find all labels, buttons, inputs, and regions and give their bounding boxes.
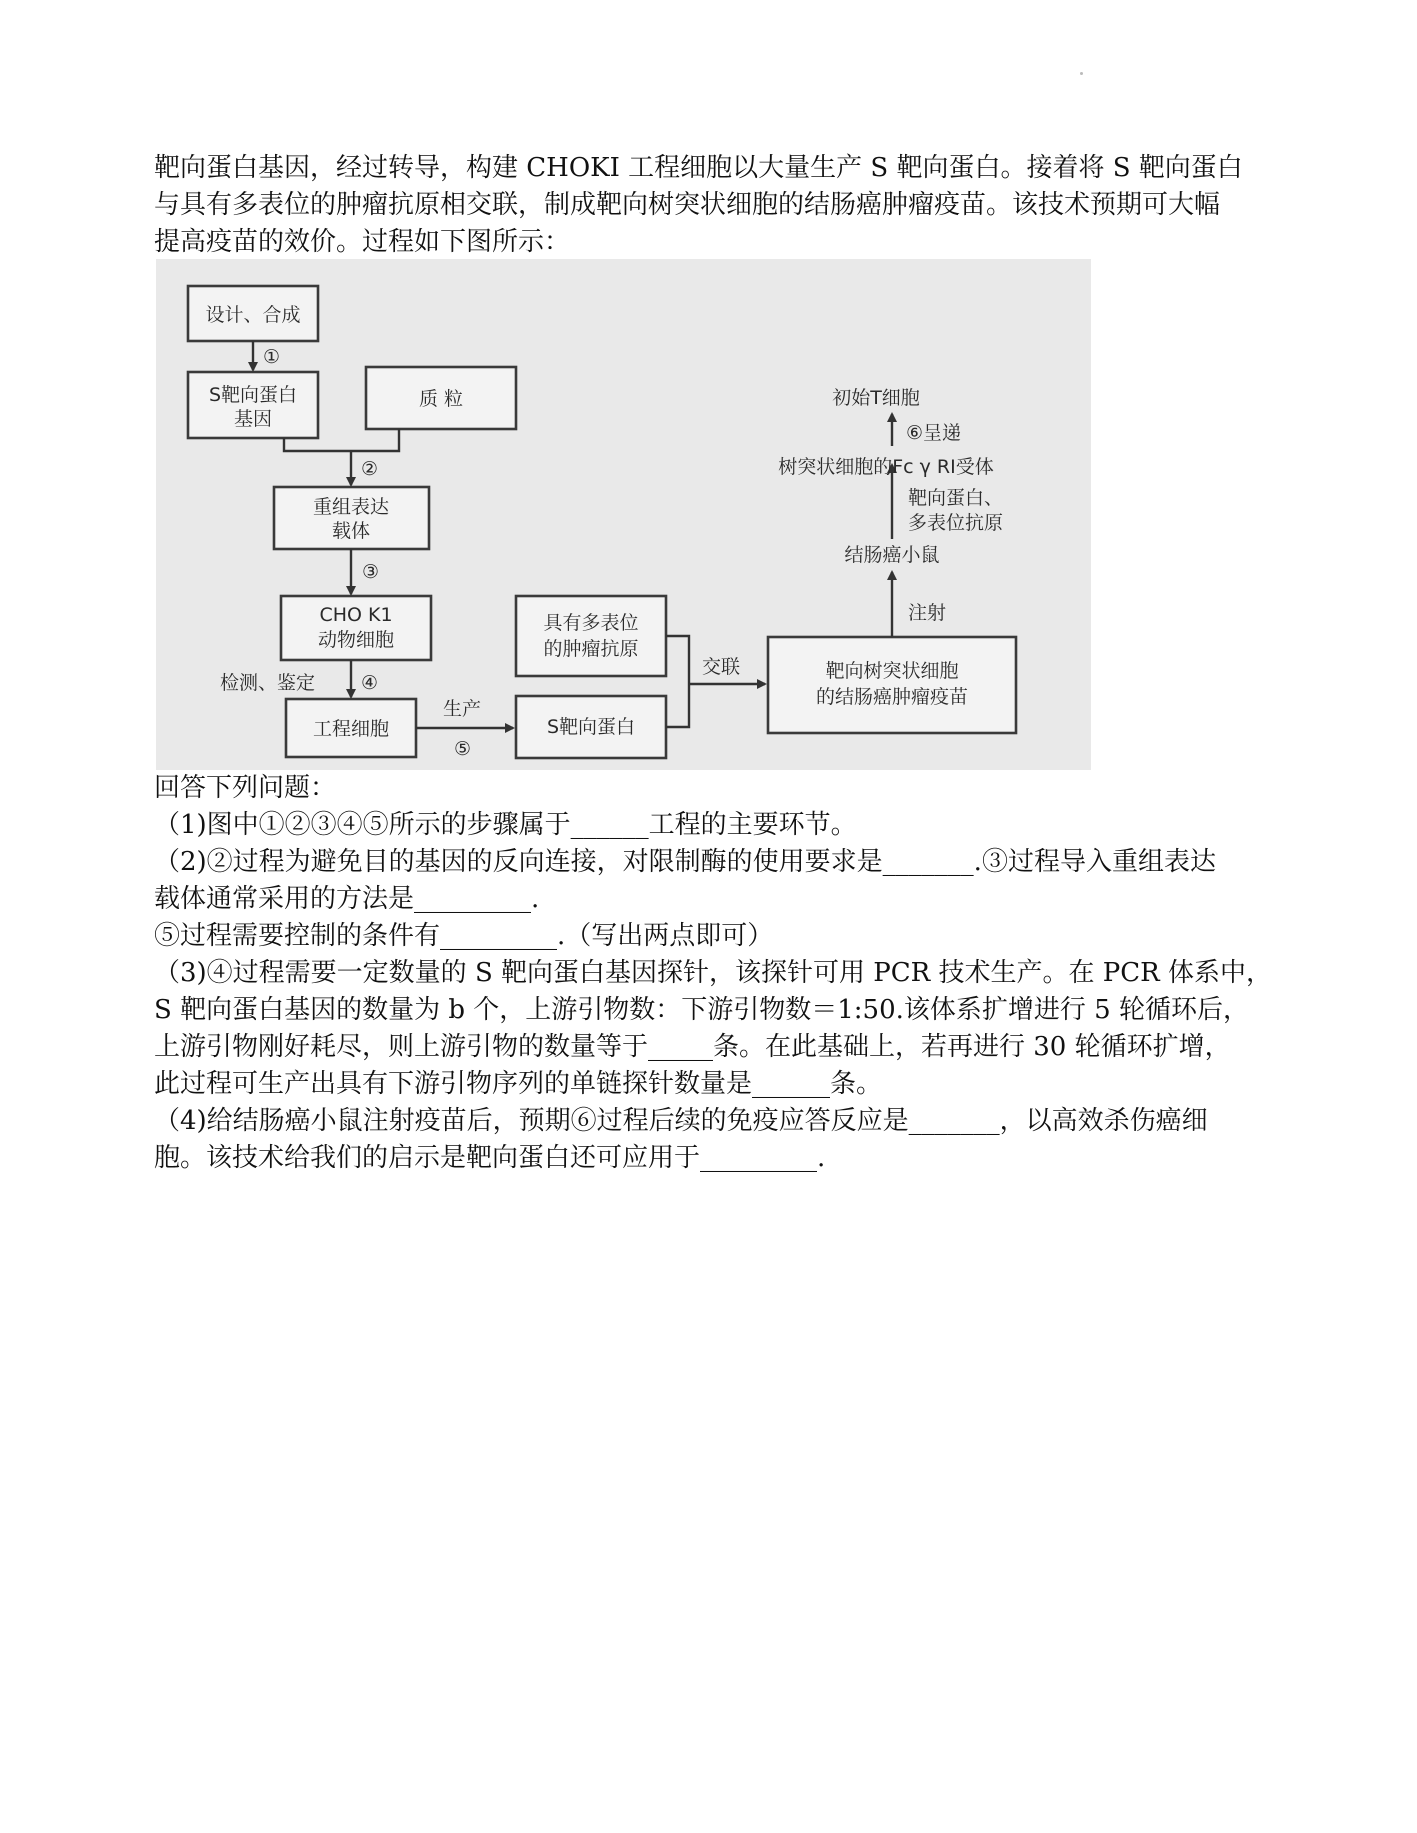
scan-dot <box>1080 72 1083 75</box>
antigen-box <box>516 596 666 676</box>
question-line: （4)给结肠癌小鼠注射疫苗后，预期⑥过程后续的免疫应答反应是_______，以高效杀伤癌细 <box>154 1106 1208 1136</box>
t-cell-label: 初始T细胞 <box>832 387 920 409</box>
gene-label-2: 基因 <box>233 408 273 430</box>
inject-label: 注射 <box>908 602 947 624</box>
questions-section <box>154 770 1294 1177</box>
step-1-label: ① <box>263 346 281 368</box>
question-line: （3)④过程需要一定数量的 S 靶向蛋白基因探针，该探针可用 PCR 技术生产。在 PCR 体系中， <box>154 958 1273 988</box>
vaccine-label-2: 的结肠癌肿瘤疫苗 <box>815 686 969 708</box>
process-diagram <box>156 259 1091 770</box>
step-3-label: ③ <box>362 561 380 583</box>
antigen-label-2: 的肿瘤抗原 <box>543 638 639 660</box>
intro-line: 提高疫苗的效价。过程如下图所示： <box>154 227 571 257</box>
question-line: 载体通常采用的方法是_________. <box>154 884 540 914</box>
vaccine-label-1: 靶向树突状细胞 <box>825 660 959 682</box>
step-5-label: ⑤ <box>454 738 472 760</box>
gene-label-1: S靶向蛋白 <box>208 384 298 406</box>
intro-paragraph <box>154 150 1294 261</box>
cho-label-2: 动物细胞 <box>317 629 395 651</box>
question-line: 胞。该技术给我们的启示是靶向蛋白还可应用于_________. <box>154 1143 826 1173</box>
question-line: （2)②过程为避免目的基因的反向连接，对限制酶的使用要求是_______.③过程导入重组表达 <box>154 847 1216 877</box>
antigen-label-1: 具有多表位 <box>543 612 639 634</box>
vector-label-1: 重组表达 <box>312 496 390 518</box>
detect-label: 检测、鉴定 <box>220 672 316 694</box>
question-line: ⑤过程需要控制的条件有_________.（写出两点即可） <box>154 921 774 951</box>
targeting-label-2: 多表位抗原 <box>908 512 1004 534</box>
targeting-label-1: 靶向蛋白、 <box>908 487 1004 509</box>
step-4-label: ④ <box>361 672 379 694</box>
vector-label-2: 载体 <box>331 520 371 542</box>
question-line: （1)图中①②③④⑤所示的步骤属于______工程的主要环节。 <box>154 810 857 840</box>
plasmid-label: 质 粒 <box>418 388 464 410</box>
step-2-label: ② <box>361 458 379 480</box>
cho-label-1: CHO K1 <box>319 604 393 626</box>
receptor-label: 树突状细胞的Fc γ RI受体 <box>778 456 994 478</box>
intro-line: 靶向蛋白基因，经过转导，构建 CHOKI 工程细胞以大量生产 S 靶向蛋白。接着将 S 靶向蛋白 <box>154 153 1243 183</box>
present-label: ⑥呈递 <box>906 422 962 444</box>
question-line: 上游引物刚好耗尽，则上游引物的数量等于_____条。在此基础上，若再进行 30 轮循环扩增， <box>154 1032 1231 1062</box>
mouse-label: 结肠癌小鼠 <box>844 544 940 566</box>
question-line: S 靶向蛋白基因的数量为 b 个，上游引物数：下游引物数＝1:50.该体系扩增进行 5 轮循环后， <box>154 995 1249 1025</box>
question-line: 此过程可生产出具有下游引物序列的单链探针数量是______条。 <box>154 1069 883 1099</box>
vaccine-box <box>768 637 1016 733</box>
produce-label: 生产 <box>443 698 482 720</box>
s-protein-label: S靶向蛋白 <box>546 716 636 738</box>
intro-line: 与具有多表位的肿瘤抗原相交联，制成靶向树突状细胞的结肠癌肿瘤疫苗。该技术预期可大幅 <box>154 190 1221 220</box>
questions-heading: 回答下列问题： <box>154 773 337 803</box>
engineered-cell-label: 工程细胞 <box>312 718 390 740</box>
design-label: 设计、合成 <box>205 304 301 326</box>
crosslink-label: 交联 <box>702 656 741 678</box>
